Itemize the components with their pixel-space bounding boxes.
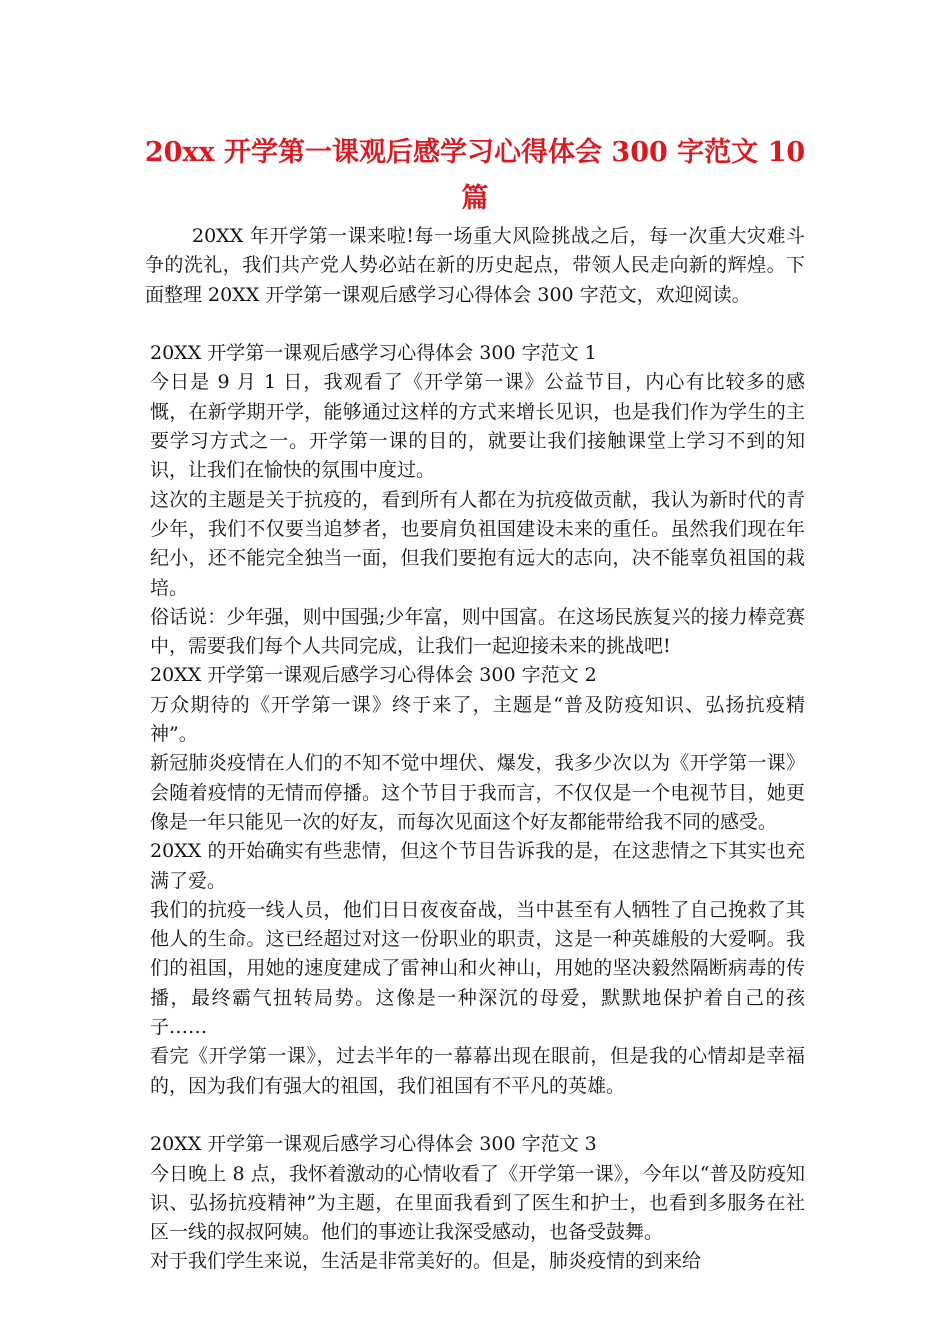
section-3-paragraph: 对于我们学生来说，生活是非常美好的。但是，肺炎疫情的到来给 (150, 1250, 702, 1273)
section-3-paragraph: 今日晚上 8 点，我怀着激动的心情收看了《开学第一课》，今年以“普及防疫知识、弘扬抗疫精神”为主题，在里面我看到了医生和护士，也看到多服务在社区一线的叔叔阿姨。他们的事迹让我深受感动，也备受鼓舞。 (150, 1162, 805, 1244)
document-body (145, 222, 805, 1277)
spacer (145, 310, 805, 339)
section-2-paragraph: 20XX 的开始确实有些悲情，但这个节目告诉我的是，在这悲情之下其实也充满了爱。 (150, 840, 805, 892)
section-1-paragraph: 今日是 9 月 1 日，我观看了《开学第一课》公益节目，内心有比较多的感慨，在新学期开学，能够通过这样的方式来增长见识，也是我们作为学生的主要学习方式之一。开学第一课的目的，就要让我们接触课堂上学习不到的知识，让我们在愉快的氛围中度过。 (150, 371, 805, 482)
section-1-paragraph: 这次的主题是关于抗疫的，看到所有人都在为抗疫做贡献，我认为新时代的青少年，我们不仅要当追梦者，也要肩负祖国建设未来的重任。虽然我们现在年纪小，还不能完全独当一面，但我们要抱有远大的志向，决不能辜负祖国的栽培。 (150, 488, 805, 599)
section-2-paragraph: 新冠肺炎疫情在人们的不知不觉中埋伏、爆发，我多少次以为《开学第一课》会随着疫情的无情而停播。这个节目于我而言，不仅仅是一个电视节目，她更像是一年只能见一次的好友，而每次见面这个好友都能带给我不同的感受。 (150, 752, 805, 833)
section-1-paragraph: 俗话说：少年强，则中国强;少年富，则中国富。在这场民族复兴的接力棒竞赛中，需要我们每个人共同完成，让我们一起迎接未来的挑战吧! (150, 605, 805, 658)
section-2-paragraph: 万众期待的《开学第一课》终于来了，主题是“普及防疫知识、弘扬抗疫精神”。 (150, 693, 805, 746)
section-heading-3: 20XX 开学第一课观后感学习心得体会 300 字范文 3 (150, 1133, 597, 1156)
intro-paragraph: 20XX 年开学第一课来啦!每一场重大风险挑战之后，每一次重大灾难斗争的洗礼，我们共产党人势必站在新的历史起点，带领人民走向新的辉煌。下面整理 20XX 开学第一课观后感学习心得体会 300 字范文，欢迎阅读。 (145, 225, 805, 306)
section-heading-1: 20XX 开学第一课观后感学习心得体会 300 字范文 1 (150, 342, 597, 365)
section-2-paragraph: 我们的抗疫一线人员，他们日日夜夜奋战，当中甚至有人牺牲了自己挽救了其他人的生命。这已经超过对这一份职业的职责，这是一种英雄般的大爱啊。我们的祖国，用她的速度建成了雷神山和火神山，用她的坚决毅然隔断病毒的传播，最终霸气扭转局势。这像是一种深沉的母爱，默默地保护着自己的孩子…… (150, 898, 805, 1039)
spacer (145, 1101, 805, 1130)
document-title: 20xx 开学第一课观后感学习心得体会 300 字范文 10 篇 (144, 137, 806, 214)
section-heading-2: 20XX 开学第一课观后感学习心得体会 300 字范文 2 (150, 664, 597, 687)
section-2-paragraph: 看完《开学第一课》，过去半年的一幕幕出现在眼前，但是我的心情却是幸福的，因为我们有强大的祖国，我们祖国有不平凡的英雄。 (150, 1045, 805, 1097)
